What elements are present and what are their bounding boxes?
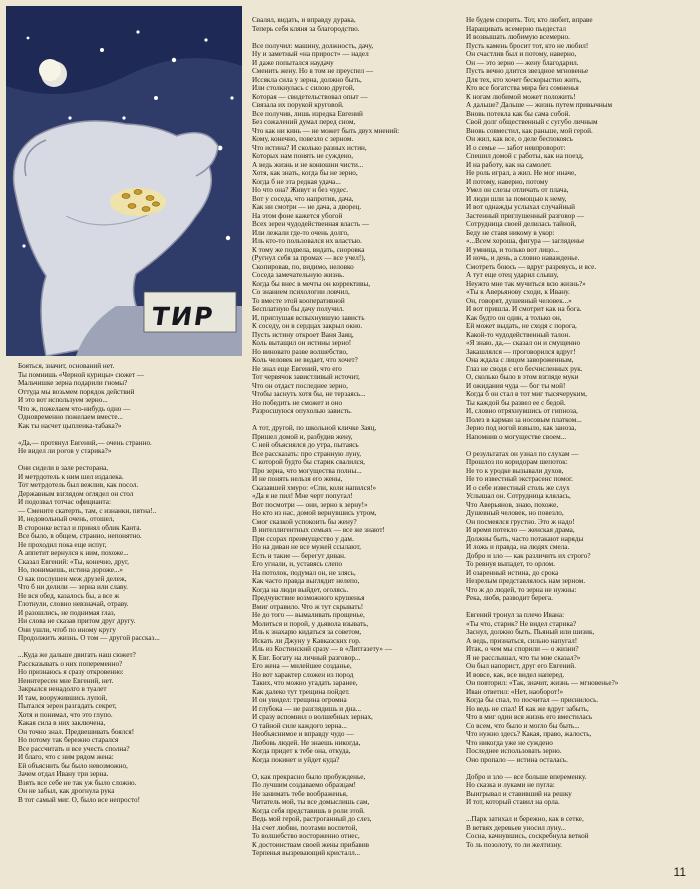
poem-line: Теперь себя кляня за благородство.: [252, 24, 360, 33]
poem-line: Что Аверьянов, знаю, похоже,: [466, 500, 559, 509]
poem-line: Продолжить жизнь. О том — другой рассказ...: [18, 634, 160, 642]
poem-line: Душевный человек, но повезло,: [466, 509, 564, 517]
poem-line: Он жил, как все, о деле беспокоясь: [466, 135, 573, 143]
poem-line: Ведь мой герой, растроганный до слез,: [252, 815, 372, 823]
poem-line: А дальше? Дальше — жизнь путем привычным: [466, 101, 613, 109]
poem-line: Наращивать всемерно пьедестал: [466, 24, 566, 33]
poem-line: Терпенья вызревающий кристалл...: [252, 849, 361, 857]
poem-line: Закрылся ненадолго в туалет: [18, 685, 107, 693]
poem-line: Река, любя, разводит берега.: [466, 594, 553, 602]
poem-line: В интеллигентных семьях — все же знают!: [252, 526, 385, 534]
poem-line: Скопировав, по, видимо, неловко: [252, 262, 354, 271]
poem-line: И люди шли за помощью к нему,: [466, 194, 567, 203]
poem-line: «Да,— протянул Евгений,— очень странно.: [18, 438, 152, 447]
poem-line: Что никогда уже не суждено: [466, 738, 553, 747]
poem-line: То волшебство восторженно отнес,: [252, 832, 360, 840]
poem-line: (Ругнул себя за промах — все учел!),: [252, 254, 366, 262]
poem-line: Которая — свидетельствовал опыт —: [252, 92, 368, 101]
poem-line: Вновь совместил, как раньше, мой герой.: [466, 126, 593, 135]
poem-line: Ей объяснить бы было невозможно,: [18, 761, 128, 770]
poem-line: Как будто он один, а только он,: [466, 313, 562, 322]
poem-line: Я не расслышал, что ты мне сказал?»: [466, 653, 581, 662]
stanza-gap: [466, 441, 686, 450]
poem-line: Коль человек не ведает, что хочет?: [252, 356, 358, 364]
poem-line: Пусть камень бросит тот, кто не любил!: [466, 41, 589, 50]
poem-line: О, как прекрасно было пробужденье,: [252, 772, 366, 781]
poem-line: И о семье — забот невпроворот:: [466, 143, 566, 152]
poem-line: Его угнали, и, уставясь слепо: [252, 560, 343, 568]
poem-line: Евгений тронул за плечо Ивана:: [466, 611, 565, 619]
poem-line: Неужто мне так мучиться всю жизнь?»: [466, 279, 586, 288]
poem-line: Оно пропало — истина осталась.: [466, 755, 568, 764]
poem-line: И глубока — не разглядишь и дна...: [252, 704, 362, 713]
poem-line: Глаз не сводя с его бесчисленных рук.: [466, 364, 583, 373]
poem-line: И озаренный истина, до срока: [466, 568, 559, 577]
poem-line: Рассказывать о них попеременно?: [18, 659, 123, 668]
poem-line: Всех зерен чудодейственная власть —: [252, 220, 370, 228]
poem-line: Пытался зерен разгадать секрет,: [18, 702, 117, 710]
page-number: 11: [673, 865, 686, 879]
illustration: [6, 6, 242, 356]
poem-line: Как ты насчет цыпленка-табака?»: [18, 421, 122, 430]
poem-line: Свой долг общественный с сугубо личным: [466, 118, 598, 126]
poem-line: «Да я не пил! Мне черт попутал!: [252, 492, 353, 500]
poem-line: Все получил: машину, должность, дачу,: [252, 41, 374, 50]
poem-line: И там, вооружившись лупой,: [18, 693, 108, 702]
poem-line: И, недовольный очень, отошел,: [18, 515, 115, 523]
poem-line: Ты помнишь «Черной курицы» сюжет —: [18, 370, 145, 379]
poem-line: Тот метрдотель был вежлив, как посол.: [18, 481, 139, 489]
poem-line: Одновременно пожелаем вместе...: [18, 413, 123, 421]
poem-line: То ль позолоту, то ли желтизну.: [466, 840, 562, 849]
poem-line: И благо, что с ним рядом жена:: [18, 753, 114, 761]
poem-line: Все получив, лишь изредка Евгений: [252, 109, 363, 118]
poem-line: Выигрывал и ставивший на решку: [466, 789, 572, 798]
poem-line: Смог сказкой успокоить бы жену?: [252, 517, 357, 526]
stanza-gap: [252, 764, 464, 773]
poem-line: Бояться, значит, оснований нет.: [18, 362, 115, 370]
poem-line: Иль из Костинский сразу — в «Литгазету» —: [252, 645, 392, 653]
poem-line: Пусть вечно длится звездное мгновенье: [466, 67, 589, 75]
poem-line: И, приглушая вспыхнувшую зависть: [252, 313, 365, 322]
poem-line: Зачем отдал Ивану три зерна.: [18, 770, 109, 778]
poem-line: Когда б не эта редкая удача...: [252, 177, 341, 186]
poem-line: Ни слова не сказав притом друг другу.: [18, 617, 136, 625]
poem-line: Что ж до людей, то зерна не нужны:: [466, 585, 577, 594]
poem-line: И это вот используем зерно...: [18, 396, 108, 404]
poem-line: Когда на люди выйдет, оголясь.: [252, 585, 349, 594]
poem-line: А ведь жизнь и не конюшни чисти...: [252, 160, 364, 169]
poem-line: Что нужно здесь? Какая, право, жалость,: [466, 730, 592, 738]
poem-line: Кто все богатства мира без сомненья: [466, 84, 579, 92]
poem-line: Она ждала с лицом завороженным,: [466, 356, 574, 364]
poem-line: Когда б он стал в тот миг тысячеруким,: [466, 390, 587, 398]
poem-line: Как далеко тут трещина пойдет.: [252, 687, 350, 696]
poem-line: Умел он слезы отличать от плача,: [466, 186, 569, 194]
poem-line: Про зерна, что могущества полны...: [252, 466, 362, 475]
stanza-gap: [466, 603, 686, 612]
poem-line: Вот у соседа, что напротив, дача,: [252, 194, 354, 203]
poem-line: Что он отдаст последнее зерно,: [252, 381, 348, 390]
sign-text: ТИР: [149, 302, 217, 331]
poem-line: С ней объяснялся до утра, пытаясь: [252, 441, 359, 449]
poem-line: А тот, другой, по школьной кличке Заяц,: [252, 424, 377, 432]
poem-line: Глотнули, словно невзначай, отраву.: [18, 600, 129, 608]
poem-line: Они ушли, чтоб по иному кругу: [18, 625, 116, 634]
poem-line: Все было, в общем, странно, непонятно.: [18, 532, 142, 540]
poem-line: Пусть истину откроет Ваня Заяц,: [252, 330, 354, 339]
poem-line: Добро и зло — как различить их строго?: [466, 551, 591, 560]
poem-line: И, словно отряхнувшись от гипноза,: [466, 407, 578, 415]
poem-line: Хотя и понимал, что это глупо.: [18, 710, 113, 719]
poem-line: Не то к уродке вызывали духов,: [466, 466, 564, 475]
poem-line: Соседа замечательную жизнь.: [252, 271, 345, 279]
poem-line: Иль к знахарю кидаться за советом,: [252, 628, 362, 636]
poem-line: Беду не ставя никому в укор:: [466, 228, 555, 237]
poem-line: Сказал Евгений: «Ты, конечно, друг,: [18, 557, 129, 566]
poem-line: На счет любви, поэтами воспетой,: [252, 823, 358, 832]
poem-line: Ты каждой бы развел ее с бедой.: [466, 398, 566, 407]
poem-line: Он, говорят, душевный человек...»: [466, 296, 572, 305]
poem-line: А аппетит вернулся к ним, похоже...: [18, 549, 129, 557]
poem-line: О, сколько было в этом взгляде муки: [466, 373, 579, 381]
poem-line: В тот самый миг. О, было все непросто!: [18, 795, 141, 804]
poem-line: Как ни смотри — не дача, а дворец.: [252, 203, 362, 211]
poem-line: Сменить жену. Но в том не преуспел —: [252, 67, 374, 75]
poem-line: Не то известный экстрасенс помог.: [466, 475, 573, 483]
poem-line: Ну и заметный «на прирост» — надел: [252, 50, 369, 58]
poem-line: Предчувствие возможного крушенья: [252, 594, 365, 602]
poem-line: И разошлись, не поднимая глаз,: [18, 608, 116, 617]
poem-line: Не знал еще Евгений, что его: [252, 364, 342, 373]
poem-line: Его жена — милейшее созданье,: [252, 662, 352, 670]
poem-line: Он повторил: «Так, значит, жизнь — мгновенье?»: [466, 679, 619, 687]
poem-line: Он точно знал. Предвешивать боялся!: [18, 727, 135, 736]
poem-line: Но ведь не спал! И как же вдруг забыть,: [466, 704, 589, 713]
poem-line: Чтобы заснуть хотя бы, не терзаясь...: [252, 390, 366, 398]
poem-line: Разросшуюся опухолью зависть.: [252, 407, 352, 415]
poem-line: Свалял, видать, и вправду дурака,: [252, 16, 356, 24]
poem-line: «Я знаю, да,— сказал он и смущенно: [466, 339, 581, 347]
poem-line: И метрдотель к ним шел издалека.: [18, 472, 124, 481]
poem-line: В сторонке встал и принял облик Канта.: [18, 523, 142, 532]
poem-line: И даже попытался наудачу: [252, 58, 334, 67]
poem-line: Но победить не сможет и оно: [252, 398, 343, 407]
poem-line: Не видел ли рогов у старика?»: [18, 447, 112, 455]
poem-line: И на работу, как на самолет.: [466, 160, 552, 169]
poem-line: Что в миг один вся жизнь его вместилась: [466, 713, 593, 721]
poem-line: То ревнуя выпадет, то орлом.: [466, 560, 555, 568]
poem-line: Тот червячок завистливый источит,: [252, 373, 360, 381]
poem-line: Но, понимаешь, истина дороже...»: [18, 566, 123, 574]
poem-line: Что ж, пожелаем что-нибудь одно —: [18, 404, 131, 413]
poem-line: Какая сила в них заключена,: [18, 719, 106, 727]
poem-line: К Евг. Богату на личный разговор...: [252, 653, 361, 662]
poem-line: Смотреть боюсь — вдруг разревусь, и все.: [466, 262, 597, 271]
poem-line: Все рассчитать и все учесть сполна?: [18, 744, 130, 753]
poem-line: Они сидели в зале ресторана,: [18, 464, 109, 472]
poem-line: Должны быть, часто потакают наряды: [466, 534, 584, 543]
poem-line: Бесплатную бы дачу получил.: [252, 305, 345, 313]
poem-line: И подозвал тотчас официанта:: [18, 498, 111, 506]
poem-line: Спешил домой с работы, как на поезд,: [466, 152, 584, 160]
poem-line: И ожидания чуда — бог ты мой!: [466, 381, 566, 390]
poem-line: Но виновато разве волшебство,: [252, 347, 348, 356]
poem-line: Незрелым представлялось нам зерном.: [466, 577, 586, 585]
stanza-gap: [466, 807, 686, 816]
poem-line: По лучшим создаваемо образцам!: [252, 781, 356, 789]
text-column-1: [18, 362, 248, 882]
poem-line: И тот, который ставил на орла.: [466, 798, 560, 806]
poem-line: О тайной силе каждого зерна...: [252, 721, 347, 730]
poem-line: К соседу, он в сердцах закрыл окно.: [252, 322, 363, 330]
poem-line: Которых нам понять не суждено,: [252, 152, 354, 160]
poem-line: А тут еще отец ударил слышу,: [466, 271, 559, 279]
poem-line: Но признаюсь я сразу откровенно:: [18, 668, 124, 676]
poem-line: Не вся обед, казалось бы, а все ж: [18, 591, 120, 600]
poem-line: Но сказка и луками не пугла:: [466, 781, 555, 789]
poem-line: К достоинствам своей жены прибавив: [252, 840, 370, 849]
poem-line: И время потекло — женская драма,: [466, 526, 575, 534]
poem-line: Но вот характер сложен из пород: [252, 670, 354, 679]
poem-line: Ей может выдать, не сходя с порога,: [466, 322, 577, 330]
poem-line: И вот однажды услыхал случайный: [466, 203, 575, 211]
poem-line: Но кто из нас, домой вернувшись утром,: [252, 509, 377, 517]
poem-line: Коль вытащил он истины зерно!: [252, 339, 352, 347]
poem-line: ...Куда же дальше двигать наш сюжет?: [18, 651, 136, 659]
poem-line: Он посмеялся грустно. Это ж надо!: [466, 517, 575, 526]
poem-line: И возвышать любимую всемерно.: [466, 33, 570, 41]
poem-line: Сказавшей хмуро: «Спи, коли напился!»: [252, 483, 377, 492]
poem-line: Со знанием психологии ловчил,: [252, 288, 350, 296]
poem-line: Когда придет к тебе она, откуда,: [252, 747, 351, 755]
poem-line: И о себе известный столь же слух: [466, 483, 570, 492]
stanza-gap: [252, 33, 464, 42]
poem-line: Пришел домой и, разбудив жену,: [252, 432, 353, 441]
poem-line: Не до того — вымаливать прощенье,: [252, 611, 365, 619]
poem-line: ...Парк затихал и бережно, как в сетке,: [466, 815, 584, 823]
poem-line: Неинтересен мне Евгений, нет.: [18, 676, 114, 685]
poem-line: Вмиг отравило. Что ж тут скрывать!: [252, 602, 364, 611]
poem-line: И умница, и только вот лицо...: [466, 245, 559, 254]
poem-line: И не понять нельзя его жены,: [252, 475, 343, 483]
poem-line: Что как ни кинь — не может быть двух мнений:: [252, 126, 400, 135]
poem-line: Таких, что можно угадать заранее,: [252, 679, 358, 687]
poem-line: О результатах он узнал по слухам —: [466, 449, 579, 458]
poem-line: Искать ли Джуну у Кавказских гор.: [252, 636, 361, 645]
poem-line: Когда покинет и уйдет куда?: [252, 755, 340, 764]
poem-line: Не занимать тебе воображенья,: [252, 789, 348, 798]
poem-line: Мальчишке зерна подарили гномы?: [18, 379, 128, 387]
poem-line: Связала их порукой круговой.: [252, 101, 344, 109]
poem-line: В ветвях деревьев уносил луну...: [466, 823, 566, 832]
poem-line: Или лежали где-то очень долго,: [252, 228, 349, 237]
poem-line: А ведь, признаться, сильно напугал!: [466, 636, 578, 645]
poem-line: Что истина? И сколько разных истин,: [252, 143, 367, 152]
poem-line: Когда себя представишь в роли этой.: [252, 806, 365, 815]
stanza-gap: [466, 764, 686, 773]
poem-line: К тому же подвела, видать, сноровка: [252, 245, 365, 254]
poem-line: И он увидел: трещина огромна: [252, 696, 347, 704]
poem-line: Державным взглядом оглядел он стол: [18, 489, 134, 498]
poem-line: Итак, о чем мы спорили — о жизни?: [466, 645, 579, 653]
poem-line: Оттуда мы возьмем порядок действий: [18, 387, 135, 396]
poem-line: Все рассказать: про странную луну,: [252, 449, 362, 458]
poem-line: Любовь людей. Не знаешь никогда,: [252, 738, 361, 747]
poem-line: — Смените скатерть, там, с изнанки, пятна!..: [18, 506, 157, 515]
poem-line: Когда бы спал, то посчитал — приснилось.: [466, 696, 599, 704]
poem-line: Для тех, кто хочет бескорыстно жить,: [466, 75, 582, 84]
poem-line: Сосна, качнувшись, соскребнула веткой: [466, 832, 589, 840]
poem-line: С которой будто бы старик свалился,: [252, 458, 365, 466]
poem-line: Полез в карман за носовым платком...: [466, 415, 582, 424]
poem-line: Но на диван не все мужей ссылают,: [252, 543, 361, 551]
poem-line: Последнее использовать зерно.: [466, 747, 562, 755]
poem-line: Взять все себе не так уж было сложно.: [18, 778, 137, 787]
poem-line: И сразу вспомнил о волшебных зернах,: [252, 713, 373, 721]
poem-line: Необъяснимое и вправду чудо —: [252, 730, 354, 738]
poem-line: Что б ни делили — зерна или славу.: [18, 583, 128, 591]
poem-line: Застенный приглушенный разговор —: [466, 211, 584, 220]
poem-line: Вновь потекла как бы сама собой.: [466, 109, 571, 118]
poem-line: Напомнив о могуществе своем...: [466, 432, 567, 441]
poem-line: Не проходил пока еще испуг,: [18, 540, 107, 549]
stanza-gap: [18, 430, 248, 439]
poem-line: И ночь, и день, а словно наважденье.: [466, 254, 580, 262]
poem-line: Читатель мой, ты все домыслишь сам,: [252, 798, 370, 806]
poem-line: Сотрудница своей делилась тайной,: [466, 220, 577, 228]
poem-line: И потому, наверно, потому: [466, 177, 549, 186]
text-column-2: [252, 16, 464, 876]
poem-line: Он — это зерно — жену благодарил.: [466, 58, 579, 67]
poem-line: Кому, конечно, повезло с зерном.: [252, 135, 354, 143]
poem-line: То вместе этой кооперативной: [252, 296, 345, 305]
poem-line: И ложь и правда, на людях смела.: [466, 543, 570, 551]
poem-line: Вот посмотри — они, зерно к зерну!»: [252, 500, 368, 509]
poem-line: Без сожалений думал перед сном,: [252, 118, 356, 126]
poem-line: Есть и такие — берегут диван.: [252, 551, 346, 560]
poem-line: Прошлоз по коридорам шепоток:: [466, 458, 568, 466]
poem-line: Со всем, что было и могло бы быть...: [466, 721, 580, 730]
poem-line: Закашлялся — проговорился вдруг!: [466, 347, 576, 356]
poem-line: Услышал он. Сотрудница клялась,: [466, 492, 571, 500]
poem-line: Заснул, должно быть. Пьяный или шизик,: [466, 628, 595, 636]
poem-line: И вот пришла. И смотрит как на бога.: [466, 305, 582, 313]
poem-line: Добро и зло — все больше впеременку.: [466, 772, 587, 781]
poem-line: «...Всем хороша, фигура — загляденье: [466, 237, 585, 245]
poem-line: Но что она? Живут и без чудес.: [252, 186, 349, 194]
stanza-gap: [18, 643, 248, 652]
poem-line: Но потому так бережно старался: [18, 736, 119, 744]
stanza-gap: [252, 416, 464, 425]
poem-line: Иван ответил: «Нет, наоборот!»: [466, 687, 564, 696]
poem-line: Зерно под ногой взвыло, как заноза,: [466, 424, 577, 432]
poem-line: Иль кто-то пользовался их властью.: [252, 237, 362, 245]
poem-line: Он был напорист, друг его Евгений.: [466, 662, 576, 670]
poem-line: «Ты к Аверьянову сходи, к Ивану.: [466, 288, 570, 296]
poem-line: Он не забыл, как дрогнула рука: [18, 787, 115, 795]
poem-line: Он счастлив был и потому, наверно,: [466, 50, 577, 58]
text-column-3: [466, 16, 686, 876]
poem-line: О как послушен меж друзей дележ,: [18, 574, 127, 583]
poem-line: Иссякла сила у зерна, должно быть,: [252, 75, 362, 84]
poem-line: На потолок, подумал он, не злясь,: [252, 568, 356, 577]
poem-line: Не будем спорить. Тот, кто любит, вправе: [466, 16, 593, 24]
poem-line: К ногам любимой может положить!: [466, 92, 576, 101]
poem-line: На этом фоне кажется убогой: [252, 211, 343, 220]
poem-line: «Ты что, старик? Не видел старика?: [466, 619, 577, 628]
poem-line: Какой-то чудодейственный талон.: [466, 330, 571, 339]
poem-line: При ссорах преимущество у дам.: [252, 534, 354, 543]
poem-line: Не роль играл, а жил. Не мог иначе,: [466, 169, 576, 177]
stanza-gap: [18, 456, 248, 465]
poem-line: Молиться и порой, у дьявола взывать,: [252, 619, 369, 628]
poem-line: Как часто правда выглядит нелепо,: [252, 577, 360, 585]
poem-line: Хотя, как знать, когда бы не зерно,: [252, 169, 358, 177]
poem-line: Или столкнулась с силою другой,: [252, 84, 355, 92]
poem-line: Когда бы внес в мечты он коррективы,: [252, 279, 371, 288]
poem-line: И вовсе, как, все видел наперед.: [466, 670, 565, 679]
